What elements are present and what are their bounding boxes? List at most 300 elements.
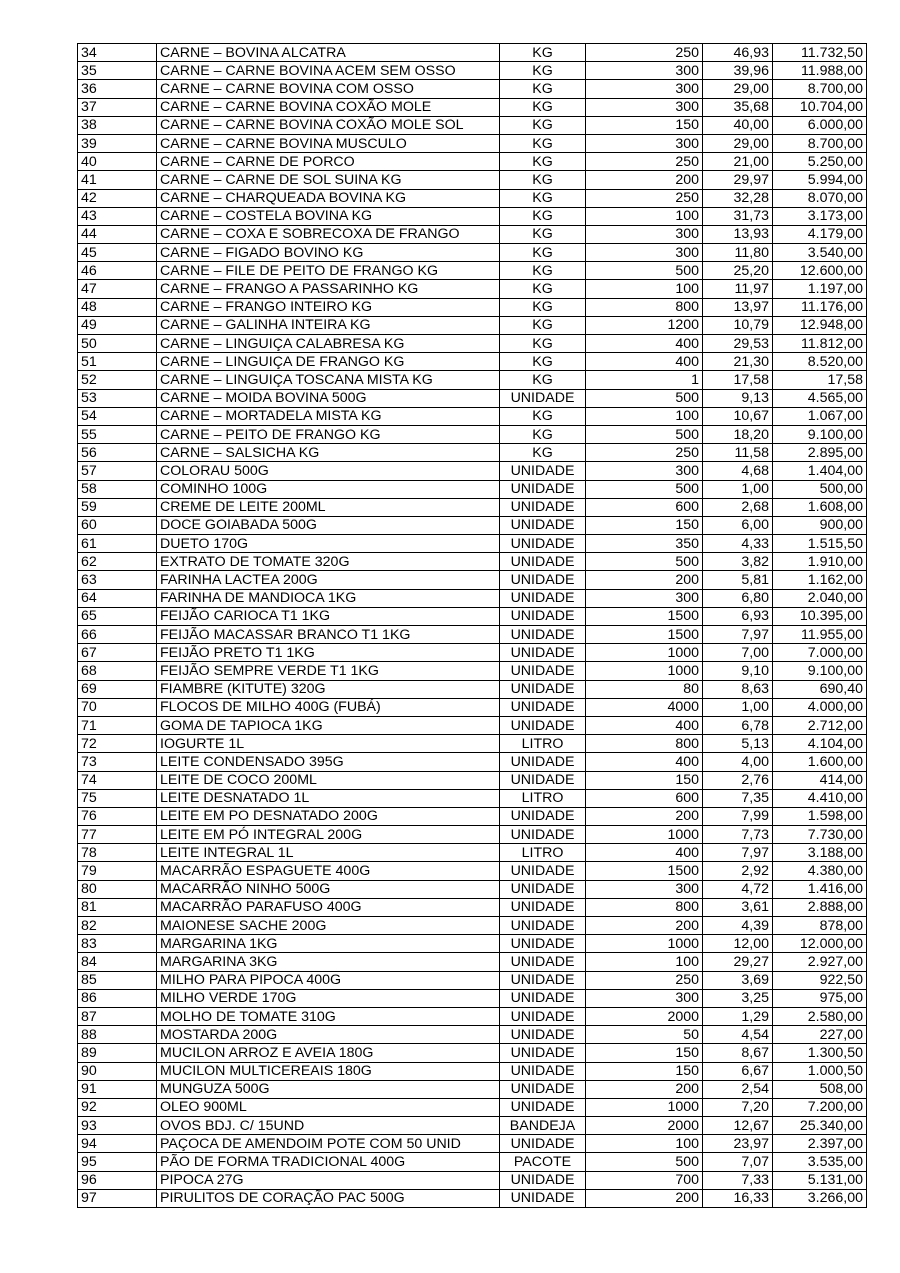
item-unit-cell: UNIDADE: [500, 1098, 586, 1116]
item-number-cell: 82: [78, 917, 157, 935]
item-quantity-cell: 600: [586, 789, 703, 807]
item-unit-cell: KG: [500, 244, 586, 262]
item-unit-price-cell: 7,97: [703, 844, 773, 862]
item-quantity-cell: 150: [586, 516, 703, 534]
item-number-cell: 59: [78, 498, 157, 516]
item-description-cell: FARINHA DE MANDIOCA 1KG: [157, 589, 500, 607]
item-unit-cell: UNIDADE: [500, 807, 586, 825]
table-row: [78, 898, 867, 916]
table-row: [78, 1026, 867, 1044]
table-row: [78, 771, 867, 789]
item-description-cell: CARNE – CARNE BOVINA MUSCULO: [157, 134, 500, 152]
item-unit-price-cell: 1,00: [703, 480, 773, 498]
table-row: [78, 789, 867, 807]
item-quantity-cell: 200: [586, 171, 703, 189]
item-unit-cell: UNIDADE: [500, 607, 586, 625]
item-unit-cell: UNIDADE: [500, 826, 586, 844]
item-unit-price-cell: 29,00: [703, 80, 773, 98]
item-unit-price-cell: 11,97: [703, 280, 773, 298]
item-description-cell: FEIJÃO PRETO T1 1KG: [157, 644, 500, 662]
item-unit-price-cell: 6,67: [703, 1062, 773, 1080]
table-row: [78, 207, 867, 225]
item-quantity-cell: 500: [586, 262, 703, 280]
item-unit-cell: UNIDADE: [500, 771, 586, 789]
item-quantity-cell: 500: [586, 389, 703, 407]
item-number-cell: 81: [78, 898, 157, 916]
item-number-cell: 34: [78, 44, 157, 62]
item-unit-price-cell: 5,13: [703, 735, 773, 753]
item-quantity-cell: 250: [586, 44, 703, 62]
table-row: [78, 189, 867, 207]
item-description-cell: MACARRÃO PARAFUSO 400G: [157, 898, 500, 916]
item-total-cell: 922,50: [773, 971, 867, 989]
item-number-cell: 47: [78, 280, 157, 298]
item-number-cell: 80: [78, 880, 157, 898]
table-row: [78, 280, 867, 298]
item-unit-cell: UNIDADE: [500, 589, 586, 607]
item-description-cell: CARNE – PEITO DE FRANGO KG: [157, 425, 500, 443]
item-description-cell: MILHO VERDE 170G: [157, 989, 500, 1007]
item-unit-cell: UNIDADE: [500, 898, 586, 916]
item-number-cell: 83: [78, 935, 157, 953]
item-total-cell: 1.515,50: [773, 535, 867, 553]
item-total-cell: 2.580,00: [773, 1007, 867, 1025]
item-number-cell: 72: [78, 735, 157, 753]
item-description-cell: MOLHO DE TOMATE 310G: [157, 1007, 500, 1025]
item-total-cell: 2.040,00: [773, 589, 867, 607]
item-description-cell: DOCE GOIABADA 500G: [157, 516, 500, 534]
item-unit-price-cell: 3,69: [703, 971, 773, 989]
item-unit-price-cell: 3,25: [703, 989, 773, 1007]
item-total-cell: 3.173,00: [773, 207, 867, 225]
item-unit-price-cell: 29,27: [703, 953, 773, 971]
item-quantity-cell: 400: [586, 353, 703, 371]
item-total-cell: 975,00: [773, 989, 867, 1007]
item-unit-cell: UNIDADE: [500, 462, 586, 480]
item-description-cell: FEIJÃO CARIOCA T1 1KG: [157, 607, 500, 625]
table-row: [78, 735, 867, 753]
item-quantity-cell: 100: [586, 1135, 703, 1153]
item-unit-price-cell: 8,67: [703, 1044, 773, 1062]
item-quantity-cell: 200: [586, 1189, 703, 1207]
item-quantity-cell: 600: [586, 498, 703, 516]
table-row: [78, 880, 867, 898]
item-number-cell: 43: [78, 207, 157, 225]
item-quantity-cell: 2000: [586, 1007, 703, 1025]
item-quantity-cell: 1000: [586, 1098, 703, 1116]
item-quantity-cell: 300: [586, 880, 703, 898]
table-row: [78, 1171, 867, 1189]
item-quantity-cell: 350: [586, 535, 703, 553]
item-unit-cell: UNIDADE: [500, 989, 586, 1007]
item-total-cell: 227,00: [773, 1026, 867, 1044]
table-row: [78, 1080, 867, 1098]
item-number-cell: 63: [78, 571, 157, 589]
table-row: [78, 389, 867, 407]
item-unit-price-cell: 10,67: [703, 407, 773, 425]
item-quantity-cell: 1000: [586, 826, 703, 844]
item-quantity-cell: 100: [586, 207, 703, 225]
item-description-cell: CARNE – COXA E SOBRECOXA DE FRANGO: [157, 225, 500, 243]
table-row: [78, 98, 867, 116]
item-unit-price-cell: 7,20: [703, 1098, 773, 1116]
item-quantity-cell: 4000: [586, 698, 703, 716]
item-unit-cell: KG: [500, 116, 586, 134]
item-unit-cell: UNIDADE: [500, 935, 586, 953]
item-description-cell: CARNE – FRANGO INTEIRO KG: [157, 298, 500, 316]
table-row: [78, 680, 867, 698]
item-description-cell: CARNE – MOIDA BOVINA 500G: [157, 389, 500, 407]
item-total-cell: 12.000,00: [773, 935, 867, 953]
item-total-cell: 2.895,00: [773, 444, 867, 462]
item-quantity-cell: 300: [586, 225, 703, 243]
item-quantity-cell: 100: [586, 280, 703, 298]
item-description-cell: MUNGUZA 500G: [157, 1080, 500, 1098]
item-unit-price-cell: 13,93: [703, 225, 773, 243]
table-row: [78, 989, 867, 1007]
item-quantity-cell: 200: [586, 807, 703, 825]
item-quantity-cell: 150: [586, 1062, 703, 1080]
item-total-cell: 8.700,00: [773, 134, 867, 152]
item-description-cell: CARNE – CARNE DE PORCO: [157, 153, 500, 171]
table-row: [78, 225, 867, 243]
item-total-cell: 1.598,00: [773, 807, 867, 825]
item-quantity-cell: 300: [586, 80, 703, 98]
item-number-cell: 91: [78, 1080, 157, 1098]
item-description-cell: CREME DE LEITE 200ML: [157, 498, 500, 516]
item-quantity-cell: 1500: [586, 626, 703, 644]
item-quantity-cell: 1500: [586, 862, 703, 880]
item-description-cell: GOMA DE TAPIOCA 1KG: [157, 716, 500, 734]
item-total-cell: 414,00: [773, 771, 867, 789]
item-unit-cell: KG: [500, 153, 586, 171]
item-total-cell: 690,40: [773, 680, 867, 698]
table-row: [78, 335, 867, 353]
item-unit-price-cell: 7,07: [703, 1153, 773, 1171]
item-unit-price-cell: 7,33: [703, 1171, 773, 1189]
item-unit-cell: UNIDADE: [500, 389, 586, 407]
table-row: [78, 298, 867, 316]
item-number-cell: 35: [78, 62, 157, 80]
item-total-cell: 500,00: [773, 480, 867, 498]
item-unit-cell: UNIDADE: [500, 753, 586, 771]
item-number-cell: 85: [78, 971, 157, 989]
item-number-cell: 68: [78, 662, 157, 680]
item-unit-cell: UNIDADE: [500, 516, 586, 534]
table-row: [78, 462, 867, 480]
item-number-cell: 95: [78, 1153, 157, 1171]
table-row: [78, 1098, 867, 1116]
table-row: [78, 1062, 867, 1080]
item-quantity-cell: 1000: [586, 935, 703, 953]
item-unit-cell: KG: [500, 80, 586, 98]
item-unit-price-cell: 5,81: [703, 571, 773, 589]
item-unit-price-cell: 4,39: [703, 917, 773, 935]
item-unit-price-cell: 2,68: [703, 498, 773, 516]
item-number-cell: 42: [78, 189, 157, 207]
item-description-cell: DUETO 170G: [157, 535, 500, 553]
item-number-cell: 46: [78, 262, 157, 280]
item-unit-price-cell: 6,80: [703, 589, 773, 607]
item-description-cell: PIRULITOS DE CORAÇÃO PAC 500G: [157, 1189, 500, 1207]
table-row: [78, 407, 867, 425]
item-number-cell: 93: [78, 1117, 157, 1135]
item-description-cell: EXTRATO DE TOMATE 320G: [157, 553, 500, 571]
item-description-cell: MAIONESE SACHE 200G: [157, 917, 500, 935]
item-number-cell: 41: [78, 171, 157, 189]
item-unit-price-cell: 11,58: [703, 444, 773, 462]
item-unit-price-cell: 11,80: [703, 244, 773, 262]
item-unit-cell: KG: [500, 62, 586, 80]
item-total-cell: 1.197,00: [773, 280, 867, 298]
item-total-cell: 3.266,00: [773, 1189, 867, 1207]
item-unit-cell: UNIDADE: [500, 880, 586, 898]
item-quantity-cell: 300: [586, 134, 703, 152]
item-number-cell: 57: [78, 462, 157, 480]
item-unit-price-cell: 6,93: [703, 607, 773, 625]
item-total-cell: 2.888,00: [773, 898, 867, 916]
item-total-cell: 10.395,00: [773, 607, 867, 625]
table-row: [78, 425, 867, 443]
item-quantity-cell: 300: [586, 589, 703, 607]
item-number-cell: 87: [78, 1007, 157, 1025]
item-number-cell: 75: [78, 789, 157, 807]
item-description-cell: PIPOCA 27G: [157, 1171, 500, 1189]
item-quantity-cell: 250: [586, 189, 703, 207]
table-row: [78, 244, 867, 262]
item-unit-cell: UNIDADE: [500, 553, 586, 571]
item-quantity-cell: 500: [586, 1153, 703, 1171]
item-description-cell: PAÇOCA DE AMENDOIM POTE COM 50 UNID: [157, 1135, 500, 1153]
item-description-cell: MARGARINA 1KG: [157, 935, 500, 953]
item-unit-price-cell: 17,58: [703, 371, 773, 389]
item-unit-price-cell: 2,54: [703, 1080, 773, 1098]
item-number-cell: 39: [78, 134, 157, 152]
item-quantity-cell: 250: [586, 971, 703, 989]
item-quantity-cell: 300: [586, 462, 703, 480]
item-number-cell: 71: [78, 716, 157, 734]
item-total-cell: 10.704,00: [773, 98, 867, 116]
item-number-cell: 38: [78, 116, 157, 134]
item-number-cell: 48: [78, 298, 157, 316]
item-total-cell: 11.176,00: [773, 298, 867, 316]
item-number-cell: 58: [78, 480, 157, 498]
item-quantity-cell: 250: [586, 153, 703, 171]
item-unit-cell: KG: [500, 98, 586, 116]
item-quantity-cell: 1: [586, 371, 703, 389]
item-unit-cell: KG: [500, 189, 586, 207]
item-total-cell: 9.100,00: [773, 425, 867, 443]
table-row: [78, 44, 867, 62]
item-number-cell: 51: [78, 353, 157, 371]
item-unit-price-cell: 1,00: [703, 698, 773, 716]
item-unit-price-cell: 4,68: [703, 462, 773, 480]
item-unit-cell: UNIDADE: [500, 1007, 586, 1025]
item-description-cell: CARNE – CARNE BOVINA COXÃO MOLE SOL: [157, 116, 500, 134]
item-number-cell: 94: [78, 1135, 157, 1153]
item-number-cell: 56: [78, 444, 157, 462]
item-unit-cell: UNIDADE: [500, 862, 586, 880]
item-unit-price-cell: 10,79: [703, 316, 773, 334]
item-unit-price-cell: 21,00: [703, 153, 773, 171]
item-description-cell: LEITE INTEGRAL 1L: [157, 844, 500, 862]
item-number-cell: 60: [78, 516, 157, 534]
item-quantity-cell: 300: [586, 98, 703, 116]
item-description-cell: LEITE CONDENSADO 395G: [157, 753, 500, 771]
item-unit-cell: UNIDADE: [500, 1135, 586, 1153]
item-total-cell: 11.732,50: [773, 44, 867, 62]
item-total-cell: 3.535,00: [773, 1153, 867, 1171]
item-description-cell: FLOCOS DE MILHO 400G (FUBÁ): [157, 698, 500, 716]
table-row: [78, 589, 867, 607]
table-row: [78, 1117, 867, 1135]
item-quantity-cell: 1200: [586, 316, 703, 334]
item-number-cell: 74: [78, 771, 157, 789]
item-unit-cell: UNIDADE: [500, 535, 586, 553]
item-number-cell: 61: [78, 535, 157, 553]
item-description-cell: IOGURTE 1L: [157, 735, 500, 753]
item-number-cell: 37: [78, 98, 157, 116]
item-number-cell: 89: [78, 1044, 157, 1062]
item-description-cell: LEITE EM PO DESNATADO 200G: [157, 807, 500, 825]
item-total-cell: 4.410,00: [773, 789, 867, 807]
item-quantity-cell: 800: [586, 735, 703, 753]
item-description-cell: CARNE – GALINHA INTEIRA KG: [157, 316, 500, 334]
item-unit-cell: UNIDADE: [500, 480, 586, 498]
table-row: [78, 316, 867, 334]
item-total-cell: 17,58: [773, 371, 867, 389]
item-number-cell: 78: [78, 844, 157, 862]
item-unit-price-cell: 3,82: [703, 553, 773, 571]
item-unit-cell: UNIDADE: [500, 1080, 586, 1098]
item-description-cell: CARNE – CHARQUEADA BOVINA KG: [157, 189, 500, 207]
item-number-cell: 97: [78, 1189, 157, 1207]
item-quantity-cell: 2000: [586, 1117, 703, 1135]
item-unit-cell: UNIDADE: [500, 662, 586, 680]
item-total-cell: 11.955,00: [773, 626, 867, 644]
item-total-cell: 3.188,00: [773, 844, 867, 862]
item-total-cell: 9.100,00: [773, 662, 867, 680]
item-total-cell: 12.600,00: [773, 262, 867, 280]
item-unit-cell: UNIDADE: [500, 971, 586, 989]
item-unit-cell: UNIDADE: [500, 1062, 586, 1080]
item-unit-price-cell: 21,30: [703, 353, 773, 371]
item-unit-cell: LITRO: [500, 789, 586, 807]
item-unit-cell: KG: [500, 171, 586, 189]
item-total-cell: 8.520,00: [773, 353, 867, 371]
item-unit-price-cell: 39,96: [703, 62, 773, 80]
item-quantity-cell: 200: [586, 571, 703, 589]
item-total-cell: 4.179,00: [773, 225, 867, 243]
item-unit-cell: KG: [500, 262, 586, 280]
item-total-cell: 878,00: [773, 917, 867, 935]
item-total-cell: 1.416,00: [773, 880, 867, 898]
item-unit-cell: UNIDADE: [500, 571, 586, 589]
item-number-cell: 62: [78, 553, 157, 571]
item-unit-price-cell: 2,76: [703, 771, 773, 789]
table-row: [78, 171, 867, 189]
item-total-cell: 4.000,00: [773, 698, 867, 716]
item-quantity-cell: 1000: [586, 662, 703, 680]
item-total-cell: 1.404,00: [773, 462, 867, 480]
item-quantity-cell: 250: [586, 444, 703, 462]
item-unit-cell: KG: [500, 44, 586, 62]
item-unit-cell: UNIDADE: [500, 644, 586, 662]
item-number-cell: 90: [78, 1062, 157, 1080]
item-unit-cell: KG: [500, 407, 586, 425]
item-quantity-cell: 80: [586, 680, 703, 698]
table-row: [78, 826, 867, 844]
item-quantity-cell: 100: [586, 953, 703, 971]
item-unit-cell: UNIDADE: [500, 698, 586, 716]
item-total-cell: 5.994,00: [773, 171, 867, 189]
item-quantity-cell: 200: [586, 1080, 703, 1098]
item-unit-price-cell: 12,00: [703, 935, 773, 953]
item-quantity-cell: 400: [586, 844, 703, 862]
item-unit-price-cell: 23,97: [703, 1135, 773, 1153]
table-row: [78, 698, 867, 716]
item-unit-price-cell: 9,10: [703, 662, 773, 680]
item-description-cell: CARNE – FRANGO A PASSARINHO KG: [157, 280, 500, 298]
item-unit-cell: UNIDADE: [500, 917, 586, 935]
item-quantity-cell: 150: [586, 116, 703, 134]
item-unit-price-cell: 25,20: [703, 262, 773, 280]
item-unit-price-cell: 7,73: [703, 826, 773, 844]
item-number-cell: 53: [78, 389, 157, 407]
item-unit-cell: BANDEJA: [500, 1117, 586, 1135]
table-row: [78, 716, 867, 734]
item-total-cell: 2.927,00: [773, 953, 867, 971]
item-unit-price-cell: 8,63: [703, 680, 773, 698]
item-total-cell: 7.200,00: [773, 1098, 867, 1116]
table-row: [78, 571, 867, 589]
item-unit-price-cell: 13,97: [703, 298, 773, 316]
item-total-cell: 7.000,00: [773, 644, 867, 662]
item-number-cell: 92: [78, 1098, 157, 1116]
item-unit-price-cell: 31,73: [703, 207, 773, 225]
item-unit-price-cell: 46,93: [703, 44, 773, 62]
item-unit-price-cell: 18,20: [703, 425, 773, 443]
item-unit-cell: KG: [500, 298, 586, 316]
table-row: [78, 1153, 867, 1171]
item-total-cell: 2.712,00: [773, 716, 867, 734]
items-table: [77, 43, 867, 1208]
table-row: [78, 371, 867, 389]
item-unit-price-cell: 6,78: [703, 716, 773, 734]
item-number-cell: 50: [78, 335, 157, 353]
item-unit-cell: UNIDADE: [500, 716, 586, 734]
item-number-cell: 54: [78, 407, 157, 425]
item-total-cell: 1.300,50: [773, 1044, 867, 1062]
item-description-cell: CARNE – MORTADELA MISTA KG: [157, 407, 500, 425]
item-total-cell: 1.000,50: [773, 1062, 867, 1080]
item-unit-cell: UNIDADE: [500, 953, 586, 971]
table-row: [78, 753, 867, 771]
table-row: [78, 262, 867, 280]
item-unit-price-cell: 29,97: [703, 171, 773, 189]
item-number-cell: 79: [78, 862, 157, 880]
table-row: [78, 862, 867, 880]
item-total-cell: 508,00: [773, 1080, 867, 1098]
item-unit-price-cell: 12,67: [703, 1117, 773, 1135]
table-row: [78, 607, 867, 625]
item-number-cell: 96: [78, 1171, 157, 1189]
item-number-cell: 70: [78, 698, 157, 716]
table-row: [78, 80, 867, 98]
item-total-cell: 6.000,00: [773, 116, 867, 134]
item-total-cell: 2.397,00: [773, 1135, 867, 1153]
item-quantity-cell: 400: [586, 335, 703, 353]
